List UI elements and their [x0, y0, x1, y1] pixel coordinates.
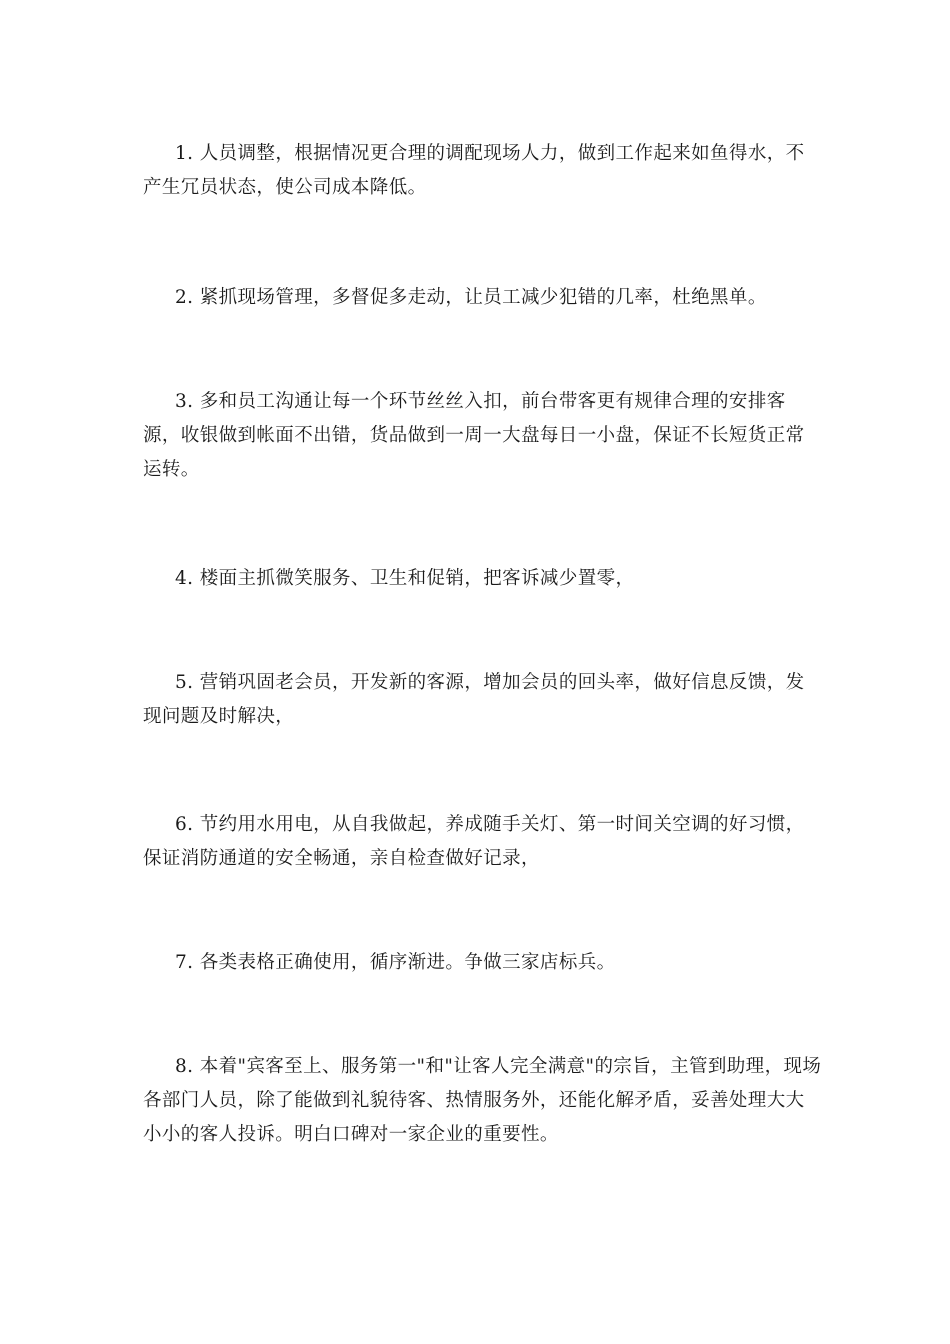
paragraph-4: 4. 楼面主抓微笑服务、卫生和促销，把客诉减少置零，	[175, 567, 635, 589]
paragraph-1: 1. 人员调整，根据情况更合理的调配现场人力，做到工作起来如鱼得水，不产生冗员状态，使公司成本降低。	[143, 142, 805, 198]
paragraph-3: 3. 多和员工沟通让每一个环节丝丝入扣，前台带客更有规律合理的安排客源，收银做到帐面不出错，货品做到一周一大盘每日一小盘，保证不长短货正常运转。	[143, 390, 805, 480]
paragraph-8: 8. 本着"宾客至上、服务第一"和"让客人完全满意"的宗旨，主管到助理，现场各部门人员，除了能做到礼貌待客、热情服务外，还能化解矛盾，妥善处理大大小小的客人投诉。明白口碑对一家企业的重要性。	[143, 1055, 822, 1145]
paragraph-7: 7. 各类表格正确使用，循序渐进。争做三家店标兵。	[175, 951, 616, 973]
paragraph-5: 5. 营销巩固老会员，开发新的客源，增加会员的回头率，做好信息反馈，发现问题及时解决，	[143, 671, 805, 727]
paragraph-6: 6. 节约用水用电，从自我做起，养成随手关灯、第一时间关空调的好习惯，保证消防通道的安全畅通，亲自检查做好记录，	[143, 813, 805, 869]
paragraph-2: 2. 紧抓现场管理，多督促多走动，让员工减少犯错的几率，杜绝黑单。	[175, 286, 767, 308]
